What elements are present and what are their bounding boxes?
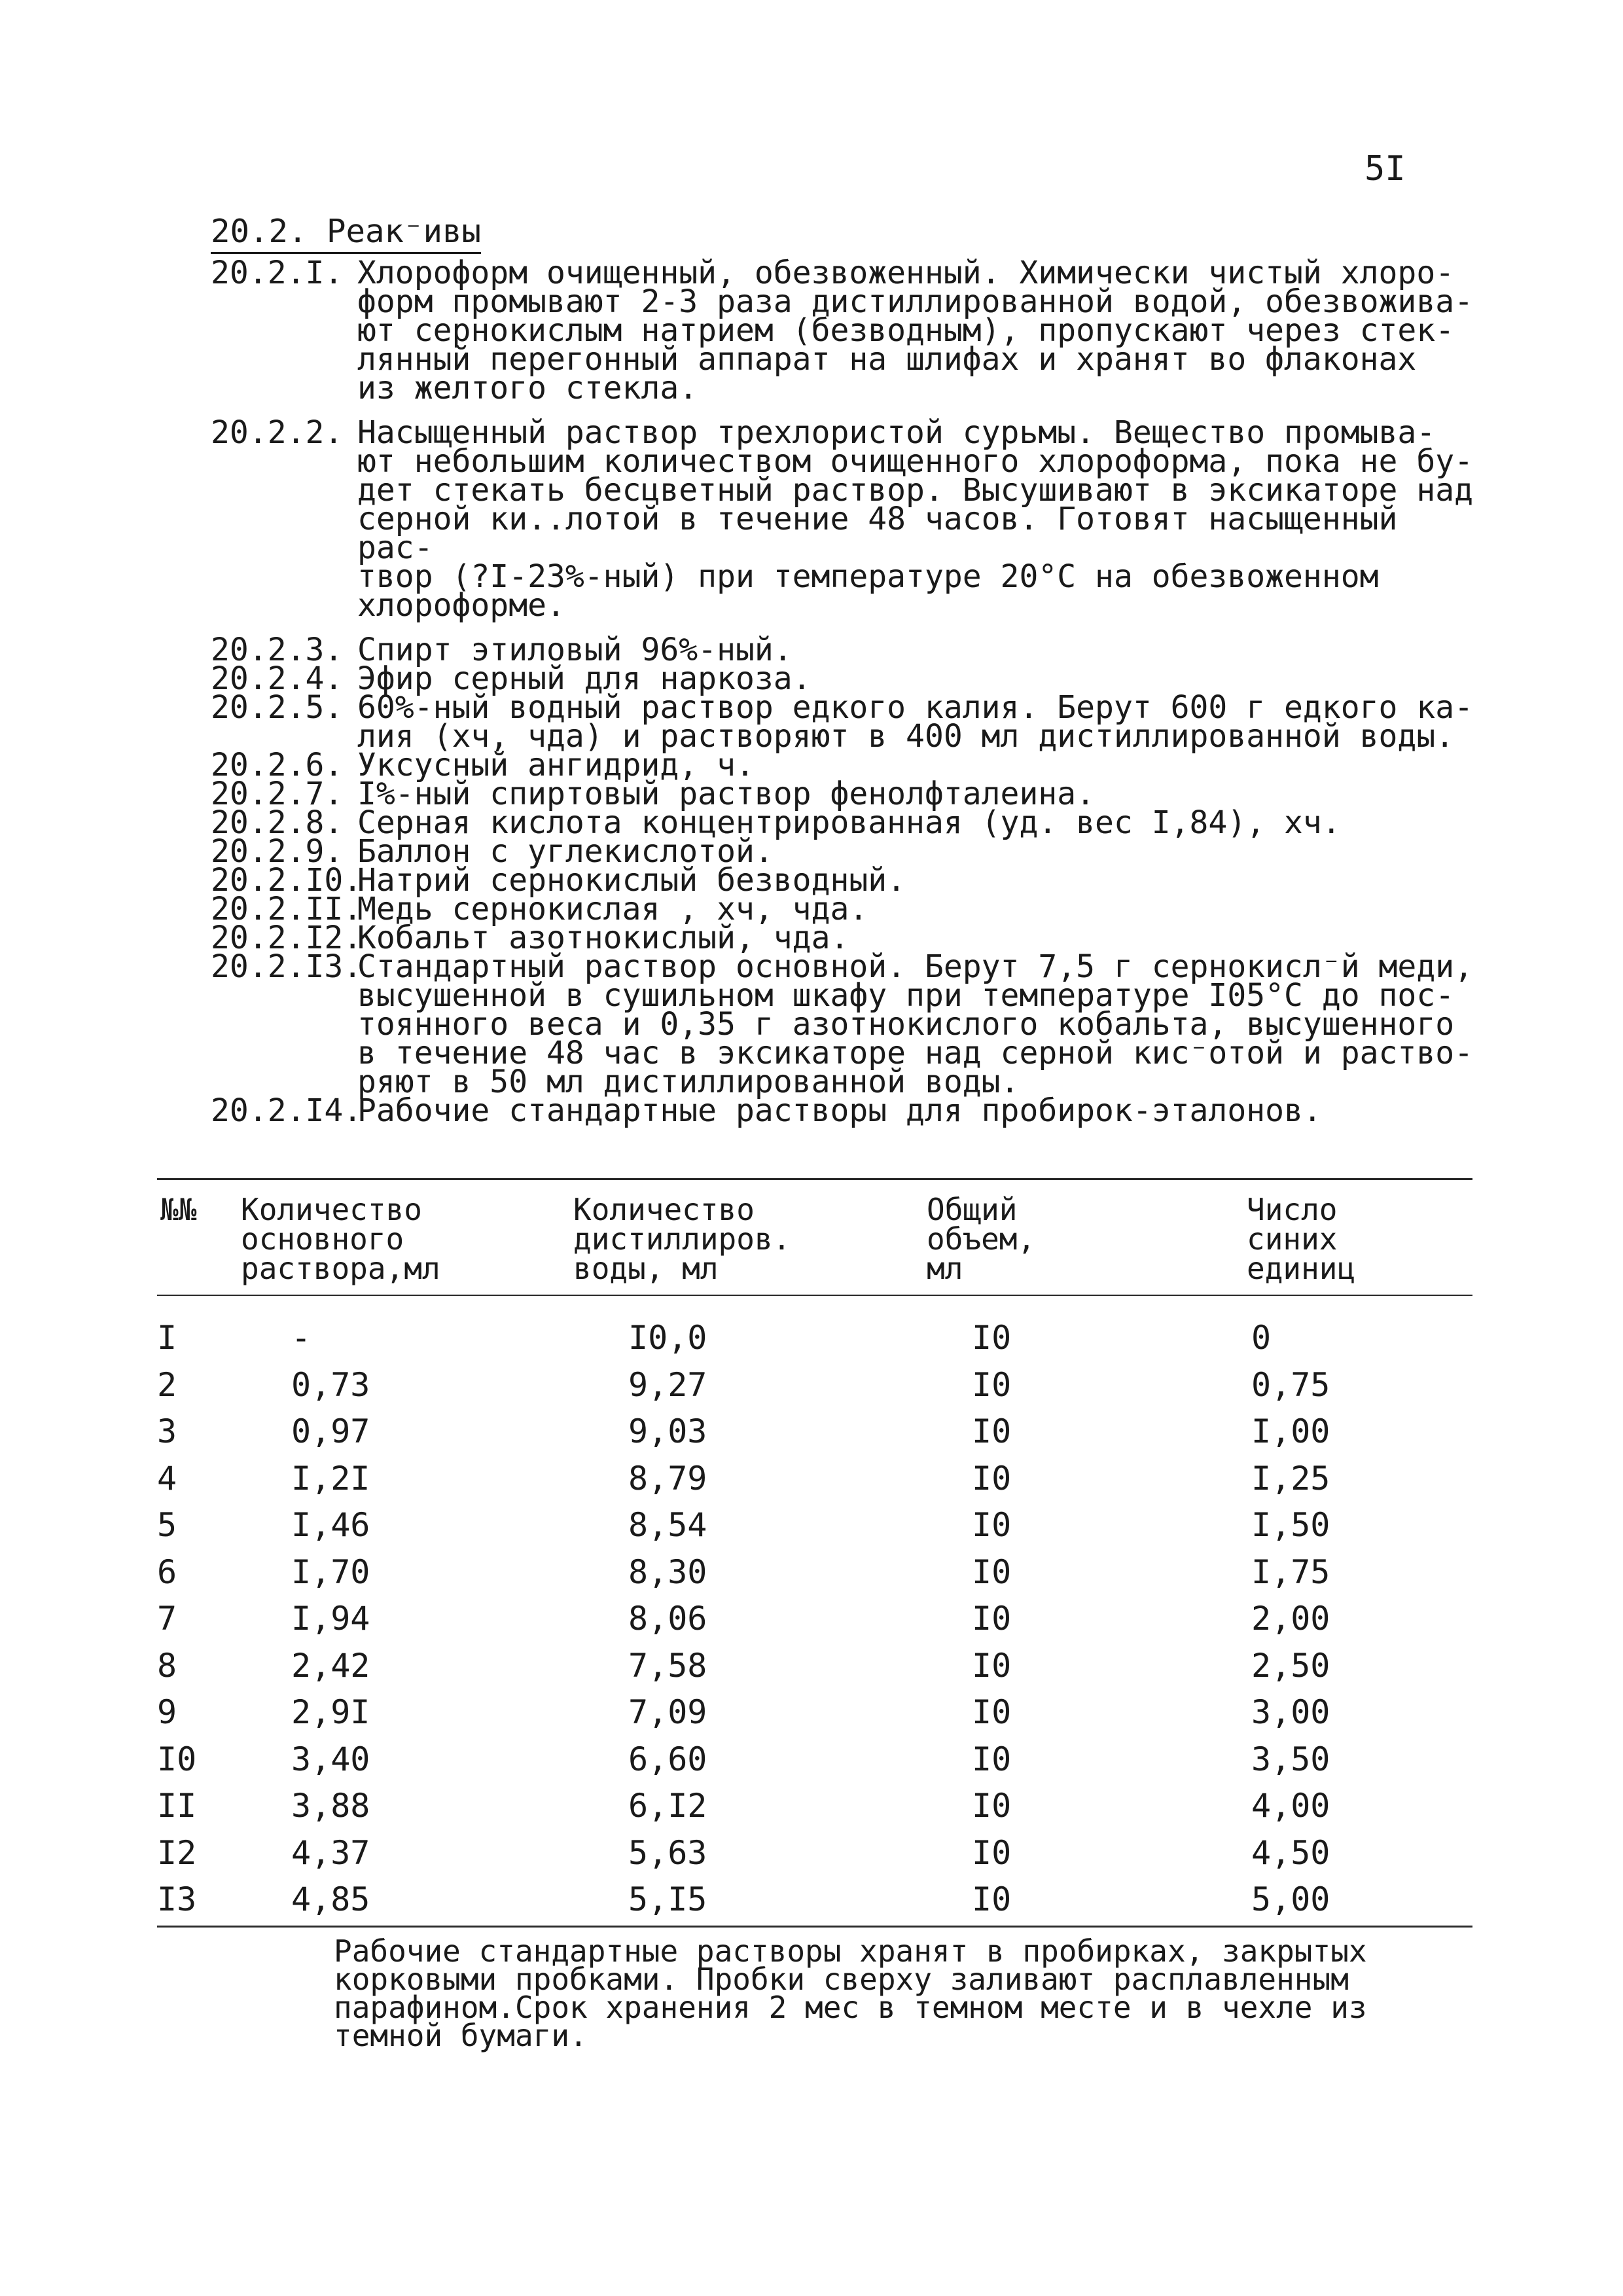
row-number-cell: 9 <box>157 1693 177 1731</box>
table-row <box>157 1460 1472 1507</box>
stock-volume-cell: 2,9I <box>291 1693 370 1731</box>
water-volume-cell: 9,03 <box>628 1412 707 1450</box>
water-volume-cell: 8,54 <box>628 1506 707 1544</box>
stock-volume-cell: I,94 <box>291 1600 370 1638</box>
reagent-number: 20.2.I4. <box>211 1092 363 1129</box>
blue-units-cell: I,50 <box>1251 1506 1330 1544</box>
table-row <box>157 1647 1472 1694</box>
stock-volume-cell: 0,97 <box>291 1412 370 1450</box>
reagent-item <box>211 948 1480 1100</box>
water-volume-cell: 6,60 <box>628 1740 707 1778</box>
blue-units-cell: 2,50 <box>1251 1646 1330 1685</box>
row-number-cell: II <box>157 1787 197 1825</box>
blue-units-cell: 4,50 <box>1251 1833 1330 1872</box>
stock-volume-cell: 2,42 <box>291 1646 370 1685</box>
row-number-cell: I2 <box>157 1833 197 1872</box>
reagent-list <box>211 255 1480 1129</box>
water-volume-cell: 8,30 <box>628 1552 707 1591</box>
reagent-number: 20.2.II. <box>211 891 363 927</box>
reagent-item <box>211 414 1480 624</box>
row-number-cell: 6 <box>157 1552 177 1591</box>
reagent-text: Стандартный раствор основной. Берут 7,5 г сернокисл⁻й меди, высушенной в сушильном шкафу при температуре I05°С до пос- тоянного веса и 0,35 г азотнокислого кобальта, высушенного в течение 48 час в эксикаторе над серной кис⁻отой и раство- ряют в 50 мл дистиллированной воды. <box>357 948 1474 1100</box>
reagent-number: 20.2.I0. <box>211 862 363 899</box>
reagent-number: 20.2.6. <box>211 747 344 783</box>
table-row <box>157 1834 1472 1881</box>
table-row <box>157 1506 1472 1553</box>
water-volume-cell: 9,27 <box>628 1365 707 1404</box>
reagent-text: Баллон с углекислотой. <box>357 833 774 870</box>
blue-units-cell: 5,00 <box>1251 1880 1330 1918</box>
reagent-text: Спирт этиловый 96%-ный. <box>357 632 793 668</box>
total-volume-cell: I0 <box>972 1412 1012 1450</box>
water-volume-cell: 5,63 <box>628 1833 707 1872</box>
total-volume-cell: I0 <box>972 1506 1012 1544</box>
reagent-number: 20.2.I3. <box>211 948 363 985</box>
reagent-number: 20.2.3. <box>211 632 344 668</box>
stock-volume-cell: 3,88 <box>291 1787 370 1825</box>
reagent-number: 20.2.7. <box>211 776 344 812</box>
table-row <box>157 1880 1472 1928</box>
reagent-number: 20.2.I2. <box>211 920 363 956</box>
blue-units-cell: I,00 <box>1251 1412 1330 1450</box>
reagent-text: Уксусный ангидрид, ч. <box>357 747 755 783</box>
header-water: Количество дистиллиров. воды, мл <box>573 1192 791 1286</box>
total-volume-cell: I0 <box>972 1552 1012 1591</box>
blue-units-cell: 3,50 <box>1251 1740 1330 1778</box>
reagent-text: I%-ный спиртовый раствор фенолфталеина. <box>357 776 1096 812</box>
water-volume-cell: 5,I5 <box>628 1880 707 1918</box>
reagent-number: 20.2.9. <box>211 833 344 870</box>
reagent-text: Кобальт азотнокислый, чда. <box>357 920 849 956</box>
stock-volume-cell: 0,73 <box>291 1365 370 1404</box>
reagent-number: 20.2.5. <box>211 689 344 726</box>
stock-volume-cell: I,2I <box>291 1459 370 1498</box>
stock-volume-cell: 4,37 <box>291 1833 370 1872</box>
reagent-item <box>211 689 1480 755</box>
reagent-text: 60%-ный водный раствор едкого калия. Берут 600 г едкого ка- лия (хч, чда) и растворяют в 400 мл дистиллированной воды. <box>357 689 1474 755</box>
table-row <box>157 1366 1472 1413</box>
reagent-text: Насыщенный раствор трехлористой сурьмы. Вещество промыва- ют небольшим количеством очищенного хлороформа, пока не бу- дет стекать бесцветный раствор. Высушивают в эксикаторе над серной ки..лотой в течение 48 часов. Готовят насыщенный рас- твор (?I-23%-ный) при температуре 20°С на обезвоженном хлороформе. <box>357 414 1474 624</box>
reagent-item <box>211 1092 1480 1129</box>
row-number-cell: 4 <box>157 1459 177 1498</box>
row-number-cell: I0 <box>157 1740 197 1778</box>
table-row <box>157 1553 1472 1600</box>
blue-units-cell: 2,00 <box>1251 1600 1330 1638</box>
row-number-cell: 8 <box>157 1646 177 1685</box>
table-header-rule <box>157 1295 1472 1296</box>
total-volume-cell: I0 <box>972 1740 1012 1778</box>
total-volume-cell: I0 <box>972 1459 1012 1498</box>
table-top-rule <box>157 1178 1472 1180</box>
reagent-number: 20.2.8. <box>211 804 344 841</box>
header-stock: Количество основного раствора,мл <box>241 1192 440 1286</box>
total-volume-cell: I0 <box>972 1880 1012 1918</box>
stock-volume-cell: I,70 <box>291 1552 370 1591</box>
water-volume-cell: 7,09 <box>628 1693 707 1731</box>
blue-units-cell: 0,75 <box>1251 1365 1330 1404</box>
row-number-cell: 7 <box>157 1600 177 1638</box>
total-volume-cell: I0 <box>972 1646 1012 1685</box>
page-number: 5I <box>1364 149 1406 188</box>
reagent-text: Серная кислота концентрированная (уд. вес I,84), хч. <box>357 804 1341 841</box>
reagent-text: Эфир серный для наркоза. <box>357 660 812 697</box>
water-volume-cell: 6,I2 <box>628 1787 707 1825</box>
total-volume-cell: I0 <box>972 1693 1012 1731</box>
storage-note: Рабочие стандартные растворы хранят в пробирках, закрытых корковыми пробками. Пробки сверху заливают расплавленным парафином.Срок хранения 2 мес в темном месте и в чехле из темной бумаги. <box>334 1933 1367 2053</box>
row-number-cell: I <box>157 1319 177 1357</box>
reagent-item <box>211 255 1480 406</box>
row-number-cell: I3 <box>157 1880 197 1918</box>
stock-volume-cell: 3,40 <box>291 1740 370 1778</box>
table-row <box>157 1600 1472 1647</box>
row-number-cell: 2 <box>157 1365 177 1404</box>
blue-units-cell: 0 <box>1251 1319 1272 1357</box>
water-volume-cell: I0,0 <box>628 1319 707 1357</box>
stock-volume-cell: - <box>291 1319 312 1357</box>
reagent-text: Медь сернокислая , хч, чда. <box>357 891 868 927</box>
header-num: №№ <box>160 1192 197 1227</box>
table-row <box>157 1693 1472 1740</box>
total-volume-cell: I0 <box>972 1833 1012 1872</box>
reagent-text: Натрий сернокислый безводный. <box>357 862 906 899</box>
water-volume-cell: 8,79 <box>628 1459 707 1498</box>
blue-units-cell: 4,00 <box>1251 1787 1330 1825</box>
blue-units-cell: 3,00 <box>1251 1693 1330 1731</box>
row-number-cell: 3 <box>157 1412 177 1450</box>
row-number-cell: 5 <box>157 1506 177 1544</box>
reagent-number: 20.2.2. <box>211 414 344 451</box>
table-row <box>157 1787 1472 1834</box>
header-units: Число синих единиц <box>1247 1192 1356 1286</box>
table-row <box>157 1319 1472 1366</box>
stock-volume-cell: 4,85 <box>291 1880 370 1918</box>
reagent-text: Рабочие стандартные растворы для пробирок-эталонов. <box>357 1092 1322 1129</box>
reagent-number: 20.2.4. <box>211 660 344 697</box>
water-volume-cell: 7,58 <box>628 1646 707 1685</box>
reagent-text: Хлороформ очищенный, обезвоженный. Химически чистый хлоро- форм промывают 2-3 раза дистиллированной водой, обезвожива- ют сернокислым натрием (безводным), пропускают через стек- лянный перегонный аппарат на шлифах и хранят во флаконах из желтого стекла. <box>357 255 1474 406</box>
table-row <box>157 1740 1472 1787</box>
blue-units-cell: I,75 <box>1251 1552 1330 1591</box>
table-bottom-rule <box>157 1926 1472 1928</box>
stock-volume-cell: I,46 <box>291 1506 370 1544</box>
header-total: Общий объем, мл <box>927 1192 1036 1286</box>
total-volume-cell: I0 <box>972 1600 1012 1638</box>
water-volume-cell: 8,06 <box>628 1600 707 1638</box>
total-volume-cell: I0 <box>972 1787 1012 1825</box>
total-volume-cell: I0 <box>972 1319 1012 1357</box>
blue-units-cell: I,25 <box>1251 1459 1330 1498</box>
section-title: 20.2. Реак⁻ивы <box>211 213 481 254</box>
table-body <box>157 1319 1472 1928</box>
total-volume-cell: I0 <box>972 1365 1012 1404</box>
table-header <box>157 1192 1472 1300</box>
reagent-number: 20.2.I. <box>211 255 344 291</box>
table-row <box>157 1412 1472 1460</box>
